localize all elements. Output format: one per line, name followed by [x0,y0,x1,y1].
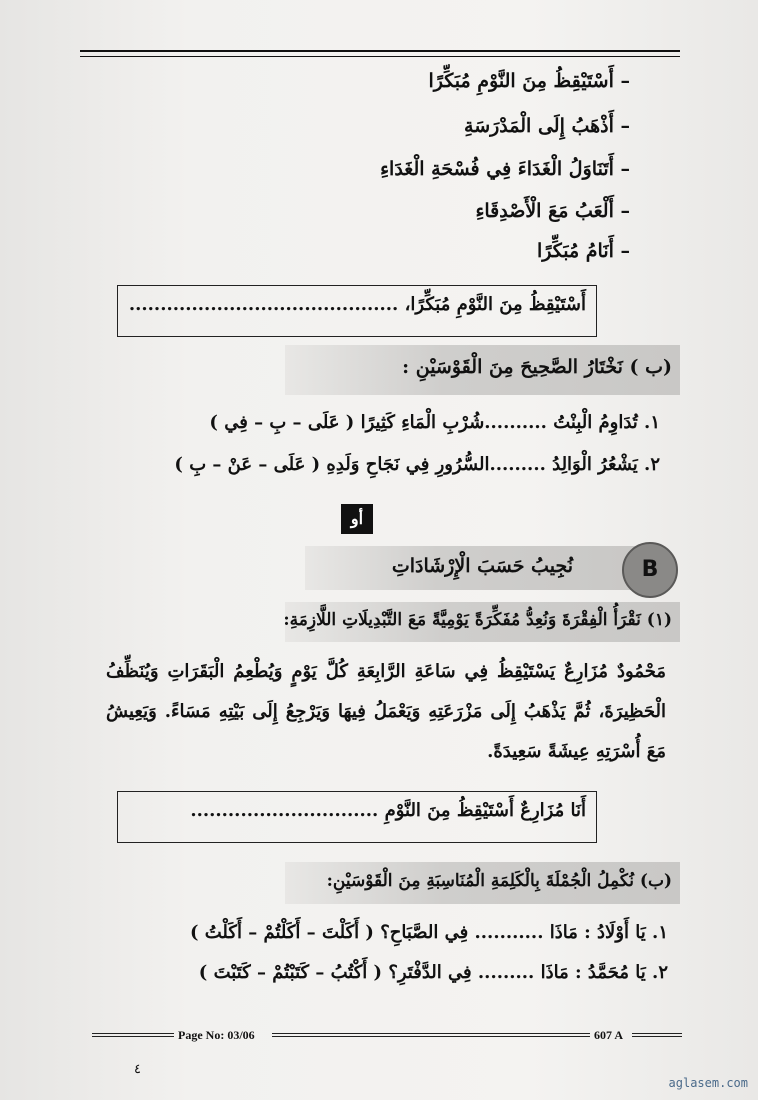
part-b-instruction-bar [285,602,680,642]
answer-box-1-text: أَسْتَيْقِظُ مِنَ النَّوْمِ مُبَكِّرًا، ........................................... [128,294,586,315]
part-b-heading: نُجِيبُ حَسَبَ الْإِرْشَادَاتِ [391,555,573,577]
list-item-4: – أَلْعَبُ مَعَ الْأَصْدِقَاءِ [475,200,630,222]
list-item-5: – أَنَامُ مُبَكِّرًا [536,240,630,262]
part-b-instruction: (١) نَقْرَأُ الْفِقْرَةَ وَنُعِدُّ مُفَكِّرَةً يَوْمِيَّةً مَعَ التَّبْدِيلَاتِ اللَّازِمَةِ: [283,610,672,630]
footer-code: 607 A [594,1028,624,1042]
footer-line-middle [272,1033,590,1037]
section-b-heading-bar [285,345,680,395]
part-b-paragraph: مَحْمُودٌ مُزَارِعٌ يَسْتَيْقِظُ فِي سَاعَةِ الرَّابِعَةِ كُلَّ يَوْمٍ وَيُطْعِمُ الْبَقَرَاتِ وَيُنَظِّفُ الْحَظِيرَةَ، ثُمَّ يَذْهَبُ إِلَى مَزْرَعَتِهِ وَيَعْمَلُ فِيهَا وَيَرْجِعُ إِلَى بَيْتِهِ مَسَاءً. وَيَعِيشُ مَعَ أُسْرَتِهِ عِيشَةً سَعِيدَةً. [106,661,666,762]
part-b-heading-2-bar [285,862,680,904]
section-b-heading: (ب ) نَخْتَارُ الصَّحِيحَ مِنَ الْقَوْسَيْنِ : [402,356,672,378]
part-b-heading-bar [305,546,635,590]
answer-box-1 [117,285,597,337]
part-b-question-2: ٢. يَا مُحَمَّدُ : مَاذَا ......... فِي الدَّفْتَرِ؟ ( أَكْتُبُ – كَتَبْتُمْ – كَتَبْتَ ) [198,962,668,983]
answer-box-2-text: أَنَا مُزَارِعٌ أَسْتَيْقِظُ مِنَ النَّوْمِ .............................. [190,800,586,821]
corner-mark: ٤ [134,1062,141,1077]
list-item-3: – أَتَنَاوَلُ الْغَدَاءَ فِي فُسْحَةِ الْغَدَاءِ [380,158,630,180]
section-b-question-2: ٢. يَشْعُرُ الْوَالِدُ .........السُّرُورِ فِي نَجَاحِ وَلَدِهِ ( عَلَى – عَنْ – بِ ) [174,454,660,475]
list-item-1: – أَسْتَيْقِظُ مِنَ النَّوْمِ مُبَكِّرًا [428,70,630,92]
part-b-question-1: ١. يَا أَوْلَادُ : مَاذَا ........... فِي الصَّبَاحِ؟ ( أَكَلْتَ – أَكَلْتُمْ – أَكَلْتُ ) [189,922,668,943]
watermark: aglasem.com [668,1076,748,1090]
part-b-heading-2: (ب) نُكْمِلُ الْجُمْلَةَ بِالْكَلِمَةِ الْمُنَاسِبَةِ مِنَ الْقَوْسَيْنِ: [326,871,672,891]
or-badge: أو [341,504,373,534]
section-b-question-1: ١. تُدَاوِمُ الْبِنْتُ ..........شُرْبِ الْمَاءِ كَثِيرًا ( عَلَى – بِ – فِي ) [209,412,660,433]
part-b-letter-badge: B [622,542,678,598]
top-rule-thin [80,56,680,57]
answer-box-2 [117,791,597,843]
footer-line-left [92,1033,174,1037]
footer-line-right [632,1033,682,1037]
list-item-2: – أَذْهَبُ إِلَى الْمَدْرَسَةِ [464,115,630,137]
footer-page-number: Page No: 03/06 [178,1028,255,1042]
top-rule [80,50,680,52]
